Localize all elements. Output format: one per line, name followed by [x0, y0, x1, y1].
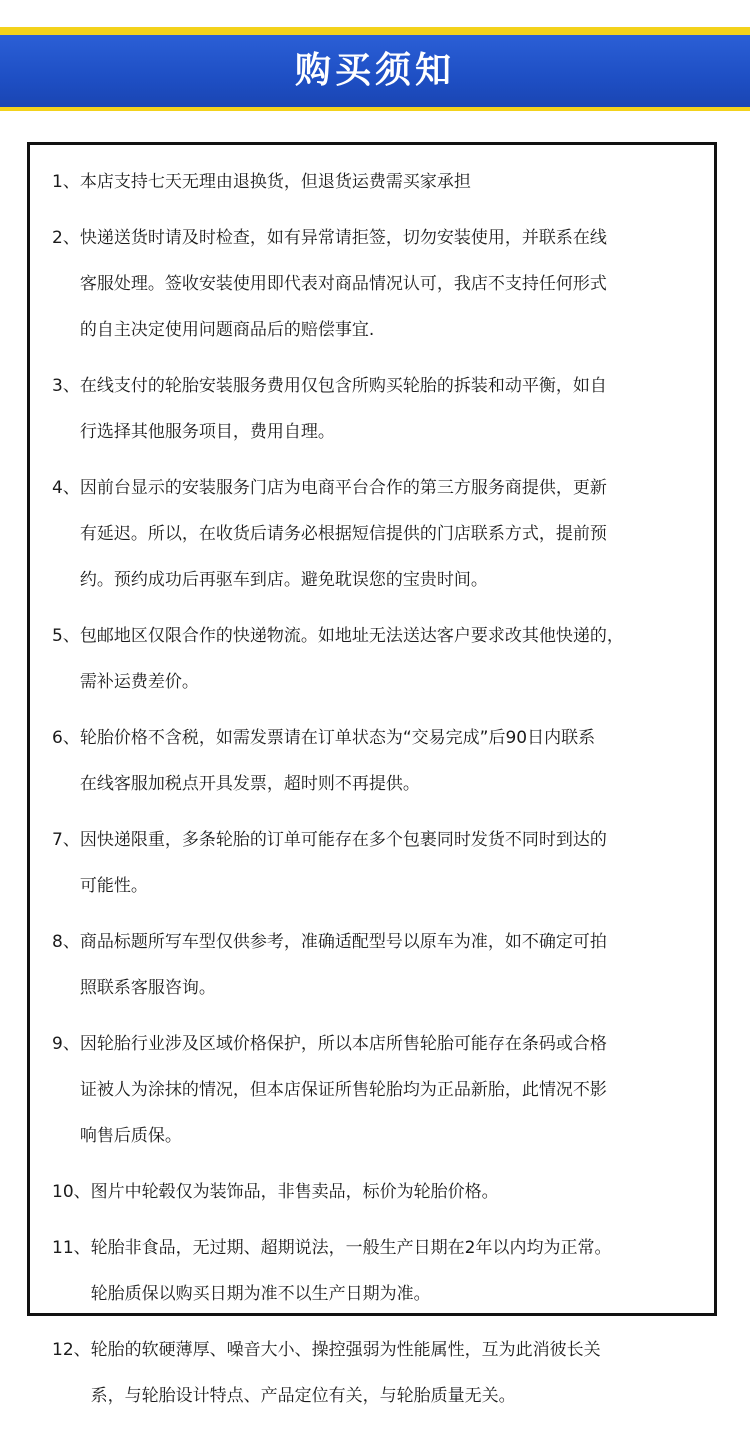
notice-item [52, 363, 702, 455]
notice-number: 6、 [52, 728, 80, 748]
notice-item [52, 465, 702, 603]
notice-line: 包邮地区仅限合作的快递物流。如地址无法送达客户要求改其他快递的， [79, 626, 624, 646]
notice-line: 图片中轮毂仅为装饰品，非售卖品，标价为轮胎价格。 [90, 1182, 499, 1202]
notice-item [52, 919, 702, 1011]
banner-bottom-stripe [0, 107, 750, 111]
notice-text [91, 1225, 702, 1317]
notice-number: 5、 [52, 626, 80, 646]
notice-text [80, 1021, 702, 1159]
notice-number: 1、 [52, 172, 80, 192]
notice-line: 因轮胎行业涉及区域价格保护，所以本店所售轮胎可能存在条码或合格 [79, 1034, 607, 1054]
notice-line: 照联系客服咨询。 [79, 978, 216, 998]
notice-line: 本店支持七天无理由退换货，但退货运费需买家承担 [79, 172, 471, 192]
notice-text [80, 465, 702, 603]
notice-line: 轮胎价格不含税，如需发票请在订单状态为“交易完成”后90日内联系 [79, 728, 596, 748]
notice-number: 12、 [52, 1340, 91, 1360]
notice-line: 轮胎的软硬薄厚、噪音大小、操控强弱为性能属性，互为此消彼长关 [90, 1340, 601, 1360]
notice-line: 在线支付的轮胎安装服务费用仅包含所购买轮胎的拆装和动平衡，如自 [79, 376, 607, 396]
notice-item [52, 1169, 702, 1215]
notice-text [80, 817, 702, 909]
notice-line: 因前台显示的安装服务门店为电商平台合作的第三方服务商提供，更新 [79, 478, 607, 498]
notice-box [27, 142, 717, 1406]
header-banner [0, 35, 750, 107]
notice-number: 8、 [52, 932, 80, 952]
notice-line: 的自主决定使用问题商品后的赔偿事宜. [79, 320, 375, 340]
notice-line: 需补运费差价。 [79, 672, 199, 692]
notice-text [80, 159, 702, 205]
notice-item [52, 159, 702, 205]
notice-line: 响售后质保。 [79, 1126, 182, 1146]
page-title: 购买须知 [294, 50, 455, 91]
notice-line: 有延迟。所以，在收货后请务必根据短信提供的门店联系方式，提前预 [79, 524, 607, 544]
notice-number: 9、 [52, 1034, 80, 1054]
notice-line: 可能性。 [79, 876, 148, 896]
notice-text [80, 363, 702, 455]
notice-number: 2、 [52, 228, 80, 248]
notice-number: 4、 [52, 478, 80, 498]
notice-line: 因快递限重，多条轮胎的订单可能存在多个包裹同时发货不同时到达的 [79, 830, 607, 850]
banner-top-stripe [0, 27, 750, 35]
notice-number: 11、 [52, 1238, 91, 1258]
notice-list [52, 159, 702, 1429]
notice-line: 系，与轮胎设计特点、产品定位有关，与轮胎质量无关。 [90, 1386, 516, 1406]
notice-number: 10、 [52, 1182, 91, 1202]
notice-line: 行选择其他服务项目，费用自理。 [79, 422, 335, 442]
notice-item [52, 215, 702, 353]
notice-item [52, 715, 702, 807]
notice-line: 轮胎非食品，无过期、超期说法，一般生产日期在2年以内均为正常。 [90, 1238, 612, 1258]
notice-line: 轮胎质保以购买日期为准不以生产日期为准。 [90, 1284, 431, 1304]
notice-text [80, 613, 702, 705]
notice-text [80, 215, 702, 353]
notice-text [80, 919, 702, 1011]
notice-line: 在线客服加税点开具发票，超时则不再提供。 [79, 774, 420, 794]
notice-text [80, 715, 702, 807]
notice-text [91, 1169, 702, 1215]
notice-line: 证被人为涂抹的情况，但本店保证所售轮胎均为正品新胎，此情况不影 [79, 1080, 607, 1100]
notice-item [52, 817, 702, 909]
notice-line: 客服处理。签收安装使用即代表对商品情况认可，我店不支持任何形式 [79, 274, 607, 294]
notice-number: 7、 [52, 830, 80, 850]
notice-item [52, 1021, 702, 1159]
notice-item [52, 613, 702, 705]
notice-line: 约。预约成功后再驱车到店。避免耽误您的宝贵时间。 [79, 570, 488, 590]
notice-line: 快递送货时请及时检查，如有异常请拒签，切勿安装使用，并联系在线 [79, 228, 607, 248]
notice-item [52, 1225, 702, 1317]
notice-line: 商品标题所写车型仅供参考，准确适配型号以原车为准，如不确定可拍 [79, 932, 607, 952]
notice-number: 3、 [52, 376, 80, 396]
